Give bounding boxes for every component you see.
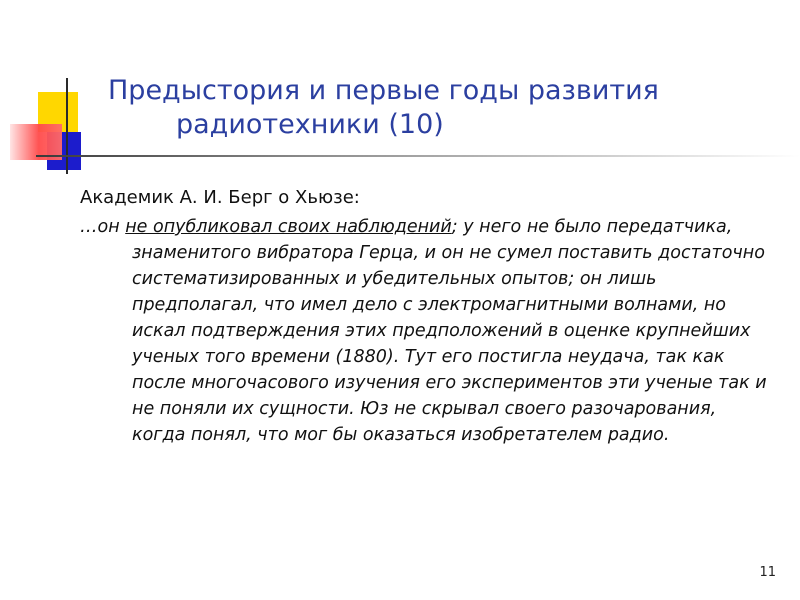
quote-underlined: не опубликовал своих наблюдений (125, 217, 452, 237)
title-line-2: радиотехники (10) (176, 109, 444, 140)
logo-vertical-line (66, 78, 68, 174)
quote-rest: ; у него не было передатчика, знаменитого вибратора Герца, и он не сумел поставить достаточно систематизированных и убедительных опытов; он лишь предполагал, что имел дело с электромагнитными волнами, но искал подтверждения этих предположений в оценке крупнейших ученых того времени (1880). Тут его постигла неудача, так как после многочасового изучения его экспериментов эти ученые так и не поняли их сущности. Юз не скрывал своего разочарования, когда понял, что мог бы оказаться изобретателем радио. (132, 217, 767, 445)
quote-prefix: …он (80, 217, 126, 237)
slide-title (108, 74, 708, 142)
title-line-1: Предыстория и первые годы развития (108, 75, 659, 106)
slide-body (80, 186, 770, 448)
page-number: 11 (759, 565, 776, 580)
lead-text: Академик А. И. Берг о Хьюзе: (80, 187, 360, 208)
title-divider (36, 155, 800, 157)
quote-paragraph (80, 214, 770, 448)
